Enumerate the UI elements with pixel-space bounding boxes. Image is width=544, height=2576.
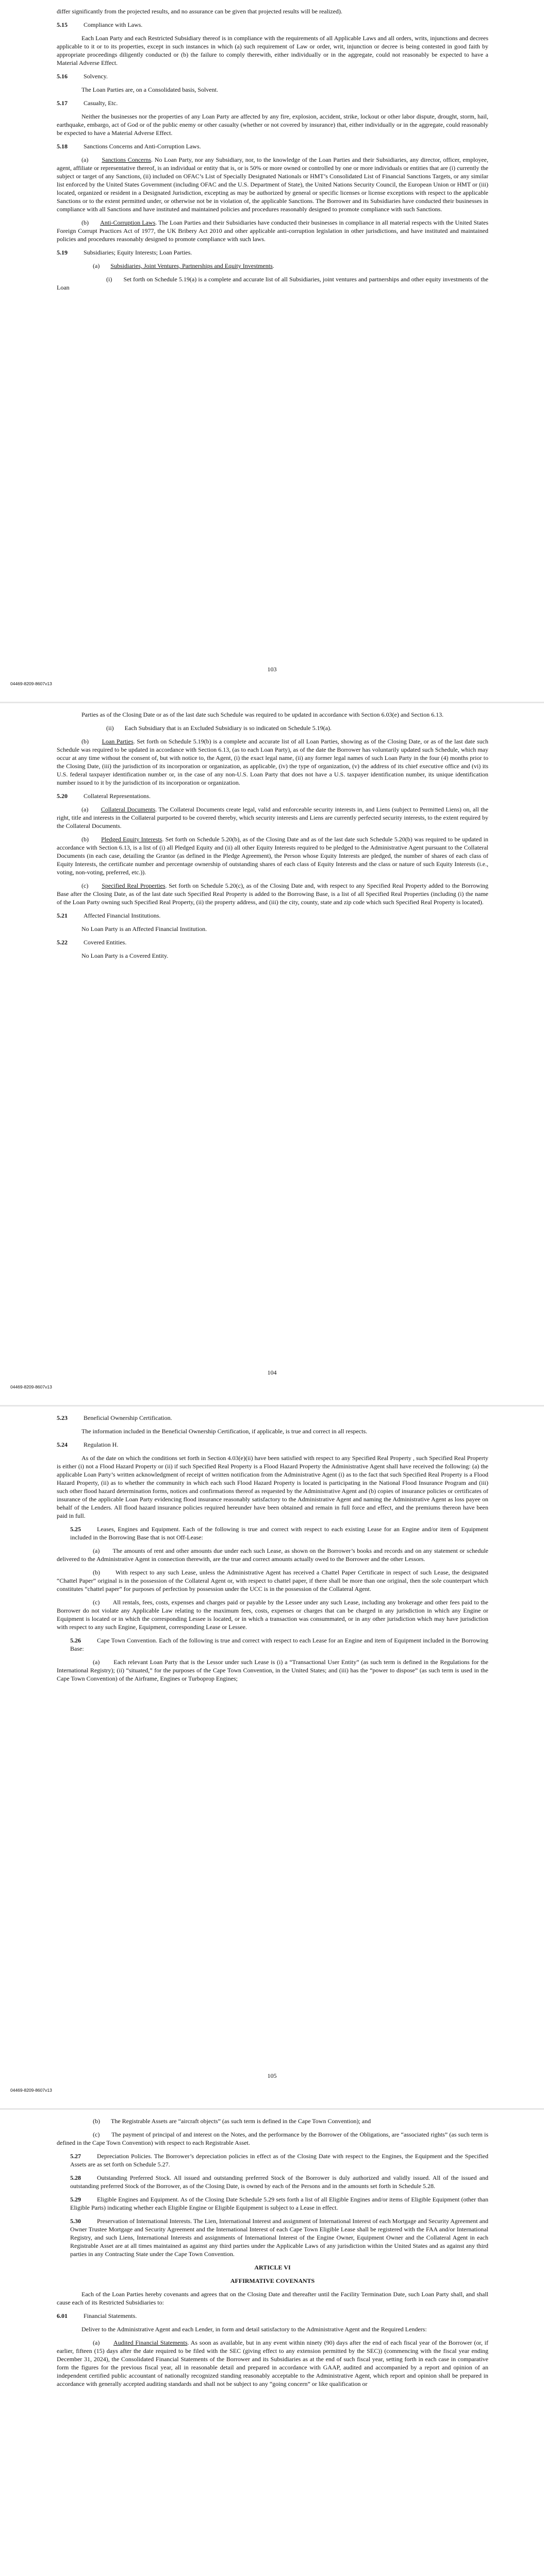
paragraph-text: The payment of principal of and interest on the Notes, and the performance by the Borrower of the Obligations, are “associated rights” (as such term is defined in the Cape Town Convention) with respect to each Registrable Asset.: [57, 2131, 489, 2146]
clause-label: (i): [106, 276, 112, 283]
section-heading: [57, 142, 488, 150]
clause-label: (a): [93, 262, 100, 269]
article-heading: ARTICLE VI: [254, 2264, 291, 2271]
section-heading: [57, 1636, 488, 1653]
section-title: Regulation H.: [84, 1441, 119, 1448]
clause-label: (ii): [106, 724, 114, 732]
clause-label: (a): [93, 1658, 100, 1666]
section-number: 5.29: [70, 2196, 81, 2203]
clause-label: (b): [81, 219, 89, 226]
paragraph: [57, 1454, 488, 1520]
section-number: 5.25: [70, 1526, 81, 1533]
paragraph-text: With respect to any such Lease, unless the Administrative Agent has received a Chattel Paper Certificate in respect of such Lease, the designated “Chattel Paper” original is in the possession of the Collateral Agent or, with respect to chattel paper, if there shall be more than one original, then the sole counterpart which constitutes “chattel paper” for purposes of perfection by possession under the UCC is in the possession of the Collateral Agent.: [57, 1569, 488, 1592]
clause-label: (a): [93, 1547, 100, 1554]
section-title: Affected Financial Institutions.: [84, 912, 161, 919]
paragraph-text: Parties as of the Closing Date or as of the last date such Schedule was required to be updated in accordance with Section 6.03(e) and Section 6.13.: [81, 711, 444, 718]
section-number: 5.17: [57, 99, 68, 107]
paragraph: [57, 86, 488, 94]
paragraph-text: Each relevant Loan Party that is the Lessor under such Lease is (i) a “Transactional User Entity” (as such term is defined in the Regulations for the International Registry); (ii) “situated,” for the purposes of the Cape Town Convention, in the United States; and (iii) has the “power to dispose” (as such term is used in the Cape Town Convention) of the Airframe, Engines or Turboprop Engines;: [57, 1658, 488, 1682]
paragraph-text: No Loan Party is a Covered Entity.: [81, 952, 169, 959]
paragraph-text: The Loan Parties are, on a Consolidated basis, Solvent.: [81, 86, 218, 93]
paragraph: [57, 2338, 488, 2388]
paragraph: [57, 925, 488, 933]
paragraph-text: . No Loan Party, nor any Subsidiary, nor, to the knowledge of the Loan Parties and their Subsidiaries, any director, officer, employee, agent, affiliate or representative thereof, is an individual or entity that is, or is 50% or more owned or controlled by one or more individuals or entities that are (i) currently the subject or target of any Sanctions, (ii) included on OFAC’s List of Specially Designated Nationals or HMT’s Consolidated List of Financial Sanctions Targets, or any similar list enforced by the United States Government (including OFAC and the U.S. Department of State), the United Nations Security Council, the European Union or HMT or (iii) located, organized or resident in a Designated Jurisdiction, excepting as may be authorized by general or specific licenses or license exceptions with respect to the applicable Sanctions or to the extent permitted under, or otherwise not be in violation of, the applicable Sanctions. The Borrower and its Subsidiaries have conducted their businesses in compliance with all Sanctions and have instituted and maintained policies and procedures reasonably designed to promote compliance with such Sanctions.: [57, 156, 488, 213]
paragraph-text: . Set forth on Schedule 5.19(b) is a complete and accurate list of all Loan Parties, showing as of the Closing Date, or as of the last date such Schedule was required to be updated in accordance with Section 6.13, (as to each Loan Party), as of the date the Borrower has voluntarily updated such Schedule, which may occur at any time without the consent of, but with notice to, the Agent, (i) the exact legal name, (ii) any former legal names of such Loan Party in the four (4) months prior to the Closing Date, (iii) the jurisdiction of its incorporation or organization, as applicable, (iv) the type of organization, (v) the address of its chief executive office and (vi) its U.S. federal taxpayer identification number or, in the case of any non-U.S. Loan Party that does not have a U.S. taxpayer identification number, its unique identification number issued to it by the jurisdiction of its incorporation or organization.: [57, 738, 488, 786]
paragraph-text: . The Collateral Documents create legal, valid and enforceable security interests in, and Liens (subject to Permitted Liens) on, all the right, title and interests in the Collateral purported to be covered thereby, which security interests and Liens are currently perfected security interests, to the extent required by the Collateral Documents.: [57, 806, 488, 829]
section-heading: [57, 792, 488, 800]
paragraph: [57, 805, 488, 830]
section-heading: [57, 72, 488, 80]
paragraph: [57, 112, 488, 137]
paragraph: [57, 7, 488, 15]
paragraph: [57, 724, 488, 732]
clause-caption: Collateral Documents: [101, 806, 156, 813]
clause-label: (b): [81, 836, 89, 843]
document-page: [0, 0, 544, 703]
clause-label: (b): [93, 2117, 100, 2125]
paragraph-text: The Registrable Assets are “aircraft objects” (as such term is defined in the Cape Town Convention); and: [111, 2117, 371, 2125]
paragraph: [57, 275, 488, 292]
section-title: Casualty, Etc.: [84, 99, 118, 107]
paragraph-text: . The Loan Parties and their Subsidiaries have conducted their businesses in compliance in all material respects with the United States Foreign Corrupt Practices Act of 1977, the UK Bribery Act 2010 and other applicable anti-corruption legislation in other jurisdictions, and have instituted and maintained policies and procedures reasonably designed to promote compliance with such laws.: [57, 219, 489, 243]
section-title: Beneficial Ownership Certification.: [84, 1414, 172, 1421]
section-heading: [57, 99, 488, 107]
section-title: Leases, Engines and Equipment. Each of the following is true and correct with respect to each existing Lease for an Engine and/or item of Equipment included in the Borrowing Base that is not Off-Lease:: [70, 1526, 488, 1541]
section-title: Subsidiaries; Equity Interests; Loan Parties.: [84, 249, 192, 256]
section-number: 5.28: [70, 2174, 81, 2181]
paragraph: [57, 1598, 488, 1631]
paragraph: [57, 2117, 488, 2125]
clause-label: (c): [93, 1599, 100, 1606]
paragraph: [57, 882, 488, 906]
paragraph-text: Each Subsidiary that is an Excluded Subsidiary is so indicated on Schedule 5.19(a).: [124, 724, 332, 732]
section-number: 5.22: [57, 939, 68, 946]
clause-label: (a): [81, 806, 89, 813]
section-number: 5.21: [57, 912, 68, 919]
section-heading: [57, 2174, 488, 2190]
paragraph: [57, 2130, 488, 2147]
clause-label: (b): [81, 738, 89, 745]
paragraph-text: As of the date on which the conditions set forth in Section 4.03(e)(ii) have been satisfied with respect to any Specified Real Property , such Specified Real Property is either (i) not a Flood Hazard Property or (ii) if such Specified Real Property is a Flood Hazard Property the Administrative Agent shall have received the following: (a) the applicable Loan Party’s written acknowledgment of receipt of written notification from the Administrative Agent (i) as to the fact that such Specified Real Property is a Flood Hazard Property, (ii) as to whether the community in which each such Flood Hazard Property is located is participating in the National Flood Insurance Program and (iii) such other flood hazard determination forms, notices and confirmations thereof as requested by the Administrative Agent and (b) copies of insurance policies or certificates of insurance of the applicable Loan Party evidencing flood insurance reasonably satisfactory to the Administrative Agent and naming the Administrative Agent as loss payee on behalf of the Lenders. All flood hazard insurance policies required hereunder have been obtained and remain in full force and effect, and the premiums thereon have been paid in full.: [57, 1454, 488, 1519]
section-title: Eligible Engines and Equipment. As of the Closing Date Schedule 5.29 sets forth a list of all Eligible Engines and/or items of Eligible Equipment (other than Eligible Parts) indicating whether each Eligible Engine or Eligible Equipment is subject to a Lease in effect.: [70, 2196, 488, 2211]
document-page: [0, 703, 544, 1406]
section-heading: [57, 938, 488, 946]
paragraph: [57, 710, 488, 719]
section-number: 5.18: [57, 143, 68, 150]
section-heading: [57, 1525, 488, 1541]
paragraph: [57, 2325, 488, 2333]
paragraph: [57, 1427, 488, 1435]
document-page: [0, 2110, 544, 2576]
paragraph: [57, 737, 488, 787]
section-number: 5.24: [57, 1441, 68, 1448]
section-heading: [57, 2217, 488, 2258]
section-heading: [57, 21, 488, 29]
section-title: Preservation of International Interests. The Lien, International Interest and assignment of International Interest of each Mortgage and Security Agreement and Owner Trustee Mortgage and Security Agreement and the International Interest of each Cape Town Eligible Lease shall be registered with the FAA and/or International Registry, and such Liens, International Interests and assignments of International Interest of the Engine Owner, Equipment Owner and the Collateral Agent in each Registrable Asset are at all times maintained as against any third parties under the Applicable Laws of any jurisdiction within the United States and as against any third parties in any Contracting State under the Cape Town Convention.: [70, 2217, 488, 2258]
paragraph-text: The information included in the Beneficial Ownership Certification, if applicable, is true and correct in all respects.: [81, 1428, 368, 1435]
section-number: 6.01: [57, 2312, 68, 2319]
paragraph-text: . As soon as available, but in any event within ninety (90) days after the end of each fiscal year of the Borrower (or, if earlier, fifteen (15) days after the date required to be filed with the SEC (giving effect to any extension permitted by the SEC)) (commencing with the fiscal year ending December 31, 2024), the Consolidated Financial Statements of the Borrower and its Subsidiaries as at the end of such fiscal year, setting forth in each case in comparative form the figures for the previous fiscal year, all in reasonable detail and prepared in accordance with GAAP, audited and accompanied by a report and opinion of an independent certified public accountant of nationally recognized standing reasonably acceptable to the Administrative Agent, which report and opinion shall be prepared in accordance with generally accepted auditing standards and shall not be subject to any “going concern” or like qualification or: [57, 2339, 488, 2387]
clause-caption: Anti-Corruption Laws: [100, 219, 156, 226]
paragraph: [57, 2290, 488, 2307]
page-body: [57, 1414, 488, 1688]
section-heading: [57, 2152, 488, 2168]
paragraph: [57, 262, 488, 270]
document-id: 04469-8209-8607v13: [10, 1384, 52, 1389]
paragraph-text: Each Loan Party and each Restricted Subsidiary thereof is in compliance with the requirements of all Applicable Laws and all orders, writs, injunctions and decrees applicable to it or to its properties, except in such instances in which (a) such requirement of Law or order, writ, injunction or decree is being contested in good faith by appropriate proceedings diligently conducted or (b) the failure to comply therewith, either individually or in the aggregate, could not reasonably be expected to have a Material Adverse Effect.: [57, 35, 488, 66]
section-title: Sanctions Concerns and Anti-Corruption Laws.: [84, 143, 201, 150]
section-number: 5.26: [70, 1637, 81, 1644]
section-title: Cape Town Convention. Each of the following is true and correct with respect to each Lease for an Engine and item of Equipment included in the Borrowing Base:: [70, 1637, 488, 1652]
section-title: Solvency.: [84, 73, 108, 80]
clause-caption: Loan Parties: [102, 738, 134, 745]
paragraph: [57, 1568, 488, 1593]
document-id: 04469-8209-8607v13: [10, 681, 52, 686]
section-title: Collateral Representations.: [84, 792, 151, 800]
section-heading: [57, 1440, 488, 1449]
document-id: 04469-8209-8607v13: [10, 2088, 52, 2093]
section-title: Compliance with Laws.: [84, 21, 143, 28]
paragraph-text: differ significantly from the projected results, and no assurance can be given that projected results will be realized).: [57, 8, 342, 15]
paragraph: [57, 34, 488, 67]
document-page: [0, 1406, 544, 2110]
paragraph-text: Deliver to the Administrative Agent and each Lender, in form and detail satisfactory to the Administrative Agent and the Required Lenders:: [81, 2326, 427, 2333]
paragraph: [57, 1547, 488, 1563]
paragraph-text: Set forth on Schedule 5.19(a) is a complete and accurate list of all Subsidiaries, joint ventures and partnerships and other equity investments of the Loan: [57, 276, 489, 291]
clause-label: (c): [81, 882, 89, 889]
paragraph: [57, 1658, 488, 1683]
paragraph: [57, 156, 488, 213]
page-body: [57, 7, 488, 297]
clause-caption: Pledged Equity Interests: [101, 836, 162, 843]
paragraph-text: Neither the businesses nor the properties of any Loan Party are affected by any fire, explosion, accident, strike, lockout or other labor dispute, drought, storm, hail, earthquake, embargo, act of God or of the public enemy or other casualty (whether or not covered by insurance) that, either individually or in the aggregate, could reasonably be expected to have a Material Adverse Effect.: [57, 113, 488, 137]
clause-caption: Specified Real Properties: [102, 882, 166, 889]
page-number: 105: [267, 2072, 277, 2079]
clause-label: (b): [93, 1569, 100, 1576]
page-body: [57, 710, 488, 965]
section-number: 5.16: [57, 73, 68, 80]
section-number: 5.27: [70, 2153, 81, 2160]
article-heading: AFFIRMATIVE COVENANTS: [230, 2277, 315, 2284]
paragraph-text: All rentals, fees, costs, expenses and charges paid or payable by the Lessee under any such Lease, including any brokerage and other fees paid to the Borrower do not violate any Applicable Law relating to the maximum fees, costs, expenses or charges that can be charged in any jurisdiction in which any Engine or Equipment is located or in which the corresponding Lessee is located, or in which a transaction was consummated, or in any other jurisdiction which may have jurisdiction with respect to any such Engine, Equipment, corresponding Lease or Lessee.: [57, 1599, 488, 1631]
paragraph: [57, 835, 488, 876]
section-heading: [57, 2195, 488, 2212]
paragraph-text: . Set forth on Schedule 5.20(b), as of the Closing Date and as of the last date such Schedule 5.20(b) was required to be updated in accordance with Section 6.13, is a list of (i) all Pledged Equity and (ii) all other Equity Interests required to be pledged to the Administrative Agent pursuant to the Collateral Documents (in each case, detailing the Grantor (as defined in the Pledge Agreement), the Person whose Equity Interests are pledged, the number of shares of each class of Equity Interests, the certificate number and percentage ownership of outstanding shares of each class of Equity Interests and the class or nature of such Equity Interests (i.e., voting, non-voting, preferred, etc.)).: [57, 836, 488, 876]
paragraph: [57, 952, 488, 960]
paragraph-text: No Loan Party is an Affected Financial Institution.: [81, 925, 207, 933]
section-number: 5.30: [70, 2217, 81, 2225]
page-number: 103: [267, 666, 277, 673]
clause-label: (a): [93, 2339, 100, 2346]
section-number: 5.19: [57, 249, 68, 256]
section-title: Depreciation Policies. The Borrower’s depreciation policies in effect as of the Closing Date with respect to the Engines, the Equipment and the Specified Assets are as set forth on Schedule 5.27.: [70, 2153, 488, 2168]
section-number: 5.23: [57, 1414, 68, 1421]
paragraph: [57, 218, 488, 243]
clause-label: (a): [81, 156, 89, 163]
clause-caption: Sanctions Concerns: [102, 156, 152, 163]
section-title: Financial Statements.: [84, 2312, 137, 2319]
section-number: 5.20: [57, 792, 68, 800]
clause-caption: Audited Financial Statements: [113, 2339, 188, 2346]
section-heading: [57, 1414, 488, 1422]
paragraph-text: Each of the Loan Parties hereby covenants and agrees that on the Closing Date and thereafter until the Facility Termination Date, such Loan Party shall, and shall cause each of its Restricted Subsidiaries to:: [57, 2291, 488, 2306]
page-number: 104: [267, 1369, 277, 1376]
section-heading: [57, 2312, 488, 2320]
paragraph-text: .: [272, 262, 274, 269]
clause-label: (c): [93, 2131, 100, 2138]
paragraph-text: . Set forth on Schedule 5.20(c), as of the Closing Date and, with respect to any Specified Real Property added to the Borrowing Base after the Closing Date, as of the last date such Specified Real Property is added to the Borrowing Base, is a list of all Specified Real Properties (including (i) the name of the Loan Party owning such Specified Real Property, (ii) the property address, and (iii) the city, county, state and zip code which such Specified Real Property is located).: [57, 882, 489, 906]
section-heading: [57, 911, 488, 920]
section-title: Outstanding Preferred Stock. All issued and outstanding preferred Stock of the Borrower is duly authorized and validly issued. All of the issued and outstanding preferred Stock of the Borrower, as of the Closing Date, is owned by each of the Persons and in the amounts set forth in Schedule 5.28.: [70, 2174, 488, 2190]
section-title: Covered Entities.: [84, 939, 127, 946]
section-number: 5.15: [57, 21, 68, 28]
section-heading: [57, 248, 488, 257]
paragraph-text: The amounts of rent and other amounts due under each such Lease, as shown on the Borrower’s books and records and on any statement or schedule delivered to the Administrative Agent in connection therewith, are the true and correct amounts actually owed to the Borrower and the other Lessors.: [57, 1547, 489, 1563]
clause-caption: Subsidiaries, Joint Ventures, Partnerships and Equity Investments: [110, 262, 273, 269]
page-body: [57, 2117, 488, 2393]
